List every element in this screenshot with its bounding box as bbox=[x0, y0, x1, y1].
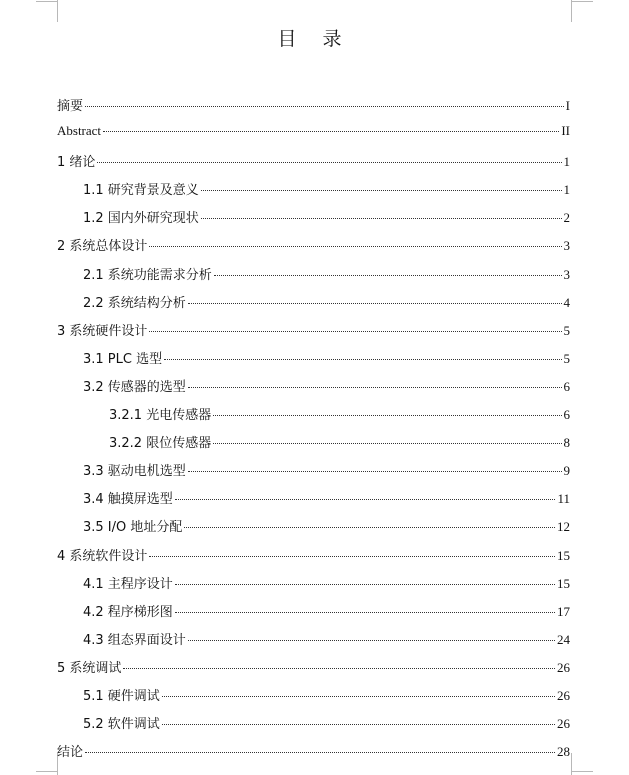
toc-dot-leader bbox=[188, 471, 562, 472]
toc-dot-leader bbox=[175, 584, 555, 585]
toc-entry-label: 1.1 研究背景及意义 bbox=[83, 183, 199, 199]
toc-entry-label: 1.2 国内外研究现状 bbox=[83, 211, 199, 227]
toc-entry-label: 4 系统软件设计 bbox=[57, 548, 148, 564]
toc-dot-leader bbox=[162, 724, 555, 725]
toc-entry-page-number: 17 bbox=[557, 603, 570, 619]
toc-dot-leader bbox=[214, 275, 562, 276]
toc-entry-label: 5.2 软件调试 bbox=[83, 717, 160, 733]
toc-entry[interactable] bbox=[57, 601, 570, 629]
toc-entry[interactable] bbox=[57, 151, 570, 179]
toc-dot-leader bbox=[97, 162, 561, 163]
toc-entry[interactable] bbox=[57, 573, 570, 601]
crop-mark-bottom-left-h bbox=[36, 771, 58, 772]
toc-dot-leader bbox=[149, 556, 555, 557]
crop-mark-bottom-right-v bbox=[571, 753, 572, 775]
toc-entry[interactable] bbox=[57, 460, 570, 488]
toc-dot-leader bbox=[188, 387, 562, 388]
toc-entry-page-number: 3 bbox=[563, 238, 570, 254]
crop-mark-top-right-v bbox=[571, 0, 572, 22]
toc-entry[interactable] bbox=[57, 207, 570, 235]
toc-entry-label: 4.3 组态界面设计 bbox=[83, 632, 186, 648]
crop-mark-top-left-h bbox=[36, 1, 58, 2]
toc-dot-leader bbox=[103, 131, 559, 132]
toc-entry-page-number: 26 bbox=[557, 687, 570, 703]
toc-entry-page-number: 15 bbox=[557, 547, 570, 563]
toc-entry-page-number: 6 bbox=[563, 407, 570, 423]
toc-entry-page-number: 4 bbox=[563, 294, 570, 310]
toc-entry-label: 3 系统硬件设计 bbox=[57, 323, 148, 339]
toc-entry[interactable] bbox=[57, 516, 570, 544]
toc-entry[interactable] bbox=[57, 488, 570, 516]
toc-entry-page-number: 26 bbox=[557, 716, 570, 732]
toc-dot-leader bbox=[201, 190, 562, 191]
crop-mark-top-right-h bbox=[571, 1, 593, 2]
toc-entry[interactable] bbox=[57, 320, 570, 348]
toc-entry-label: 2.1 系统功能需求分析 bbox=[83, 267, 212, 283]
toc-entry-label: 4.1 主程序设计 bbox=[83, 576, 173, 592]
toc-entry-label: 3.2.2 限位传感器 bbox=[109, 436, 212, 452]
toc-entry-label: 摘要 bbox=[57, 99, 84, 114]
toc-dot-leader bbox=[123, 668, 555, 669]
toc-dot-leader bbox=[213, 443, 561, 444]
toc-dot-leader bbox=[213, 415, 561, 416]
toc-entry[interactable] bbox=[57, 545, 570, 573]
toc-entry-page-number: 28 bbox=[557, 744, 570, 760]
toc-entry-page-number: 12 bbox=[557, 519, 570, 535]
toc-entry-label: 2 系统总体设计 bbox=[57, 239, 148, 255]
toc-entry-page-number: 11 bbox=[557, 491, 570, 507]
toc-dot-leader bbox=[162, 696, 555, 697]
toc-entry-page-number: I bbox=[565, 98, 570, 113]
toc-entry-page-number: 9 bbox=[563, 463, 570, 479]
toc-entry-label: 2.2 系统结构分析 bbox=[83, 295, 186, 311]
toc-entry-page-number: 15 bbox=[557, 575, 570, 591]
toc-entry-label: 3.1 PLC 选型 bbox=[83, 351, 163, 367]
toc-dot-leader bbox=[188, 640, 555, 641]
toc-entry-page-number: 1 bbox=[563, 154, 570, 170]
toc-entry-label: 3.2 传感器的选型 bbox=[83, 379, 186, 395]
toc-dot-leader bbox=[184, 527, 555, 528]
toc-entry[interactable] bbox=[57, 685, 570, 713]
toc-dot-leader bbox=[164, 359, 561, 360]
toc-entry-label: 3.3 驱动电机选型 bbox=[83, 464, 186, 480]
toc-dot-leader bbox=[85, 106, 564, 107]
toc-entry-page-number: 24 bbox=[557, 631, 570, 647]
toc-dot-leader bbox=[175, 612, 555, 613]
toc-dot-leader bbox=[175, 499, 556, 500]
toc-entry[interactable] bbox=[57, 404, 570, 432]
toc-entry[interactable] bbox=[57, 292, 570, 320]
toc-entry[interactable] bbox=[57, 348, 570, 376]
toc-dot-leader bbox=[149, 246, 561, 247]
toc-entry-label: 4.2 程序梯形图 bbox=[83, 604, 173, 620]
toc-entry[interactable] bbox=[57, 179, 570, 207]
toc-entry-page-number: II bbox=[561, 123, 570, 139]
toc-entry[interactable] bbox=[57, 95, 570, 123]
toc-entry-page-number: 5 bbox=[563, 322, 570, 338]
crop-mark-bottom-right-h bbox=[571, 771, 593, 772]
toc-entry[interactable] bbox=[57, 713, 570, 741]
toc-entry-page-number: 5 bbox=[563, 350, 570, 366]
toc-title: 目 录 bbox=[277, 28, 352, 50]
toc-entry-label: 1 绪论 bbox=[57, 155, 96, 171]
toc-entry-label: 3.2.1 光电传感器 bbox=[109, 408, 212, 424]
toc-entry[interactable] bbox=[57, 376, 570, 404]
toc-entry[interactable] bbox=[57, 741, 570, 769]
toc-entry[interactable] bbox=[57, 432, 570, 460]
toc-entry[interactable] bbox=[57, 235, 570, 263]
toc-entry-page-number: 3 bbox=[563, 266, 570, 282]
toc-dot-leader bbox=[85, 752, 555, 753]
toc-entry-label: 5.1 硬件调试 bbox=[83, 688, 160, 704]
toc-entry-page-number: 8 bbox=[563, 435, 570, 451]
toc-entry[interactable] bbox=[57, 264, 570, 292]
toc-dot-leader bbox=[149, 331, 561, 332]
toc-dot-leader bbox=[188, 303, 562, 304]
toc-entry-page-number: 26 bbox=[557, 659, 570, 675]
toc-dot-leader bbox=[201, 218, 562, 219]
toc-entry-label: 结论 bbox=[57, 745, 84, 761]
toc-entry-page-number: 2 bbox=[563, 210, 570, 226]
toc-entry-page-number: 1 bbox=[563, 182, 570, 198]
toc-entry[interactable] bbox=[57, 629, 570, 657]
toc-list bbox=[57, 95, 570, 769]
toc-entry-label: 3.4 触摸屏选型 bbox=[83, 492, 173, 508]
toc-entry-label: 5 系统调试 bbox=[57, 660, 122, 676]
toc-entry-page-number: 6 bbox=[563, 378, 570, 394]
toc-entry-label: Abstract bbox=[57, 123, 102, 139]
toc-entry[interactable] bbox=[57, 657, 570, 685]
toc-entry-label: 3.5 I/O 地址分配 bbox=[83, 520, 183, 536]
crop-mark-top-left-v bbox=[57, 0, 58, 22]
toc-entry[interactable] bbox=[57, 123, 570, 151]
